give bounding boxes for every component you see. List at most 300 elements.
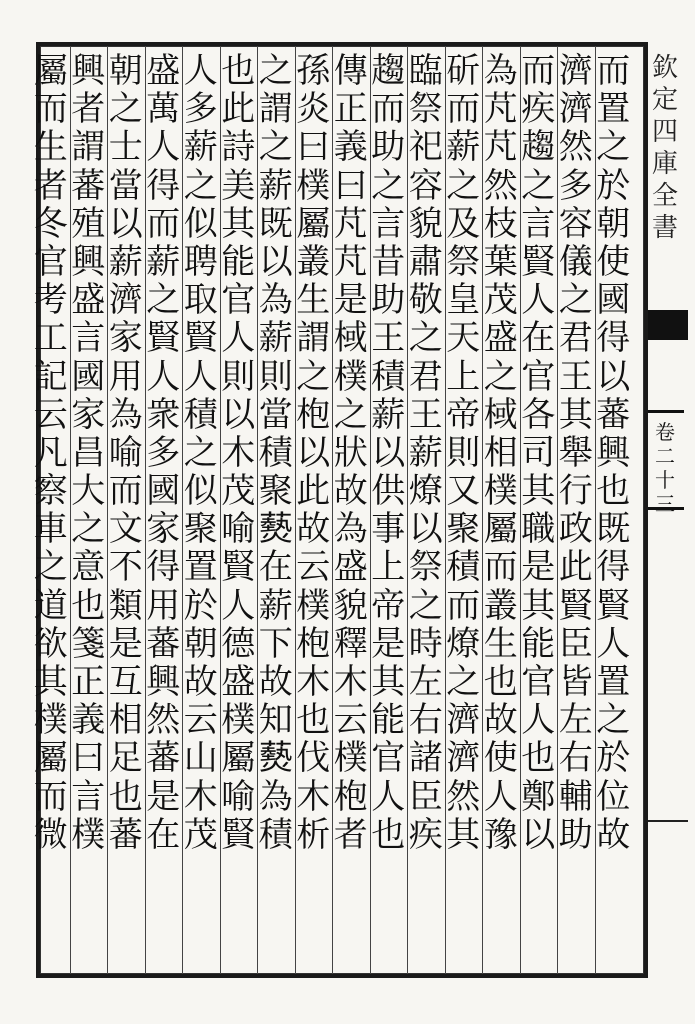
text-char: 叢: [296, 241, 331, 282]
text-char: 蕃: [71, 165, 106, 206]
text-char: 茂: [483, 280, 518, 321]
text-char: 助: [371, 280, 406, 321]
text-char: 疾: [408, 814, 443, 855]
text-char: 於: [596, 738, 631, 779]
text-char: 皆: [558, 662, 593, 702]
text-char: 下: [258, 623, 293, 664]
text-char: 多: [183, 89, 218, 130]
text-char: 芃: [483, 127, 518, 168]
text-char: 諸: [408, 738, 443, 779]
text-char: 凡: [33, 432, 68, 473]
text-char: 也: [371, 814, 406, 855]
text-char: 芃: [333, 241, 368, 282]
text-char: 昌: [71, 432, 106, 473]
text-char: 家: [108, 318, 143, 359]
text-char: 賢: [221, 814, 256, 855]
text-char: 然: [146, 700, 181, 741]
text-column-4: [482, 52, 520, 966]
text-char: 濟: [108, 280, 143, 321]
text-char: 其: [521, 471, 556, 512]
text-char: 故: [258, 662, 293, 702]
text-char: 是: [333, 280, 368, 321]
text-char: 枹: [296, 623, 331, 664]
text-char: 其: [221, 203, 256, 244]
text-char: 人: [183, 356, 218, 397]
text-char: 曰: [296, 127, 331, 168]
text-char: 言: [521, 203, 556, 244]
text-char: 萬: [146, 89, 181, 130]
text-char: 也: [221, 51, 256, 91]
text-char: 於: [183, 585, 218, 626]
text-char: 能: [221, 241, 256, 282]
title-char: 定: [651, 85, 678, 115]
text-char: 之: [333, 394, 368, 435]
text-char: 聚: [446, 509, 481, 550]
text-char: 薪: [446, 127, 481, 168]
text-char: 正: [333, 89, 368, 130]
text-char: 蕃: [596, 394, 631, 435]
text-char: 樸: [483, 471, 518, 512]
text-char: 貌: [408, 203, 443, 244]
text-char: 左: [558, 700, 593, 741]
text-char: 美: [221, 165, 256, 206]
volume-label: [652, 420, 678, 516]
text-char: 之: [371, 165, 406, 206]
text-char: 不: [108, 547, 143, 588]
text-char: 則: [221, 356, 256, 397]
text-char: 既: [596, 509, 631, 550]
text-char: 朝: [108, 51, 143, 91]
column-rule: [145, 46, 146, 974]
column-rule: [482, 46, 483, 974]
text-char: 臣: [558, 623, 593, 664]
text-char: 賢: [596, 585, 631, 626]
text-char: 聚: [258, 471, 293, 512]
text-char: 積: [258, 432, 293, 473]
text-char: 之: [408, 585, 443, 626]
text-char: 類: [108, 585, 143, 626]
column-rule: [595, 46, 596, 974]
text-char: 趨: [521, 127, 556, 168]
text-char: 釋: [333, 623, 368, 664]
text-char: 之: [183, 165, 218, 206]
text-char: 木: [333, 662, 368, 702]
text-char: 𤑔: [258, 738, 293, 779]
text-char: 以: [108, 203, 143, 244]
text-char: 人: [183, 51, 218, 91]
text-char: 興: [146, 662, 181, 702]
text-char: 則: [446, 432, 481, 473]
text-char: 謂: [71, 127, 106, 168]
text-char: 各: [521, 394, 556, 435]
text-char: 薪: [408, 432, 443, 473]
text-char: 官: [521, 356, 556, 397]
column-rule: [407, 46, 408, 974]
text-char: 用: [108, 356, 143, 397]
text-char: 家: [146, 509, 181, 550]
text-char: 樸: [333, 356, 368, 397]
text-char: 家: [71, 394, 106, 435]
column-rule: [257, 46, 258, 974]
text-char: 屬: [483, 509, 518, 550]
text-char: 工: [33, 318, 68, 359]
text-char: 木: [221, 432, 256, 473]
column-rule: [70, 46, 71, 974]
text-char: 其: [521, 585, 556, 626]
text-char: 然: [558, 127, 593, 168]
text-char: 天: [446, 318, 481, 359]
text-char: 為: [333, 509, 368, 550]
text-char: 而: [446, 585, 481, 626]
column-rule: [445, 46, 446, 974]
text-char: 衆: [146, 394, 181, 435]
text-char: 助: [558, 814, 593, 855]
text-char: 朝: [596, 203, 631, 244]
column-rule: [220, 46, 221, 974]
text-char: 薪: [146, 241, 181, 282]
text-char: 以: [521, 814, 556, 855]
text-char: 儀: [558, 241, 593, 282]
text-char: 時: [408, 623, 443, 664]
text-char: 積: [371, 356, 406, 397]
text-char: 盛: [483, 318, 518, 359]
text-column-7: [370, 52, 408, 966]
text-char: 薪: [108, 241, 143, 282]
text-char: 賢: [558, 585, 593, 626]
text-char: 然: [446, 776, 481, 817]
text-char: 也: [71, 585, 106, 626]
text-char: 車: [33, 509, 68, 550]
text-char: 疾: [521, 89, 556, 130]
text-char: 言: [71, 318, 106, 359]
text-char: 而: [483, 547, 518, 588]
text-char: 上: [371, 547, 406, 588]
text-char: 蕃: [146, 623, 181, 664]
text-char: 使: [483, 738, 518, 779]
text-char: 得: [596, 547, 631, 588]
text-char: 於: [596, 165, 631, 206]
text-char: 是: [371, 623, 406, 664]
text-char: 也: [521, 738, 556, 779]
text-char: 人: [521, 700, 556, 741]
text-char: 而: [596, 51, 631, 91]
text-char: 積: [183, 394, 218, 435]
text-char: 積: [446, 547, 481, 588]
text-char: 貌: [333, 585, 368, 626]
text-char: 此: [221, 89, 256, 130]
text-char: 樸: [221, 700, 256, 741]
text-char: 多: [146, 432, 181, 473]
text-char: 言: [71, 776, 106, 817]
text-char: 盛: [146, 51, 181, 91]
text-column-16: [32, 52, 70, 966]
text-char: 賢: [521, 241, 556, 282]
text-char: 似: [183, 471, 218, 512]
text-char: 賢: [221, 547, 256, 588]
text-char: 知: [258, 700, 293, 741]
text-char: 之: [108, 89, 143, 130]
text-char: 之: [71, 509, 106, 550]
text-char: 輔: [558, 776, 593, 817]
text-char: 得: [146, 165, 181, 206]
text-char: 司: [521, 432, 556, 473]
text-char: 濟: [446, 738, 481, 779]
text-char: 人: [596, 623, 631, 664]
text-column-14: [107, 52, 145, 966]
text-char: 者: [33, 165, 68, 206]
text-char: 祭: [446, 241, 481, 282]
text-char: 在: [521, 318, 556, 359]
text-char: 濟: [558, 51, 593, 91]
text-char: 以: [296, 432, 331, 473]
text-char: 屬: [33, 51, 68, 91]
text-char: 國: [146, 471, 181, 512]
text-char: 也: [483, 662, 518, 702]
text-char: 是: [521, 547, 556, 588]
text-char: 故: [483, 700, 518, 741]
text-char: 容: [558, 203, 593, 244]
text-char: 是: [146, 776, 181, 817]
text-char: 右: [408, 700, 443, 741]
text-char: 而: [521, 51, 556, 91]
title-char: 書: [651, 213, 678, 243]
text-char: 故: [296, 509, 331, 550]
text-char: 棫: [483, 394, 518, 435]
column-rule: [332, 46, 333, 974]
text-char: 為: [483, 51, 518, 91]
text-column-11: [220, 52, 258, 966]
text-char: 也: [596, 471, 631, 512]
text-char: 聘: [183, 241, 218, 282]
text-char: 屬: [221, 738, 256, 779]
text-char: 祀: [408, 127, 443, 168]
text-char: 伐: [296, 738, 331, 779]
text-char: 德: [221, 623, 256, 664]
text-char: 能: [371, 700, 406, 741]
text-char: 人: [371, 776, 406, 817]
text-char: 其: [558, 394, 593, 435]
text-char: 𤑔: [258, 509, 293, 550]
text-char: 云: [296, 547, 331, 588]
text-char: 帝: [371, 585, 406, 626]
text-char: 叢: [483, 585, 518, 626]
text-char: 正: [71, 662, 106, 702]
text-char: 之: [483, 356, 518, 397]
margin-tick: [648, 820, 688, 822]
text-char: 能: [521, 623, 556, 664]
title-char: 庫: [651, 149, 678, 179]
text-char: 位: [596, 776, 631, 817]
text-char: 之: [521, 165, 556, 206]
text-char: 之: [446, 165, 481, 206]
text-char: 屬: [296, 203, 331, 244]
text-char: 王: [558, 356, 593, 397]
volume-char: 卷: [655, 420, 675, 444]
text-char: 之: [33, 547, 68, 588]
text-char: 芃: [333, 203, 368, 244]
text-char: 祭: [408, 89, 443, 130]
text-char: 人: [146, 356, 181, 397]
text-char: 云: [183, 700, 218, 741]
text-char: 帝: [446, 394, 481, 435]
text-char: 當: [108, 165, 143, 206]
text-char: 得: [596, 318, 631, 359]
text-char: 人: [483, 776, 518, 817]
text-char: 官: [221, 280, 256, 321]
text-char: 豫: [483, 814, 518, 855]
text-char: 濟: [446, 700, 481, 741]
text-char: 在: [146, 814, 181, 855]
text-char: 燎: [408, 471, 443, 512]
text-char: 燎: [446, 623, 481, 664]
text-char: 當: [258, 394, 293, 435]
text-char: 故: [596, 814, 631, 855]
text-char: 興: [71, 51, 106, 91]
volume-char: 十: [655, 468, 675, 492]
text-char: 積: [258, 814, 293, 855]
text-char: 枹: [333, 776, 368, 817]
text-char: 記: [33, 356, 68, 397]
text-char: 祭: [408, 547, 443, 588]
text-char: 臨: [408, 51, 443, 91]
text-char: 欲: [33, 623, 68, 664]
text-char: 而: [33, 776, 68, 817]
text-char: 為: [258, 776, 293, 817]
text-char: 國: [596, 280, 631, 321]
text-char: 炎: [296, 89, 331, 130]
text-char: 賢: [183, 318, 218, 359]
text-char: 云: [333, 700, 368, 741]
text-char: 相: [483, 432, 518, 473]
text-char: 官: [33, 241, 68, 282]
text-char: 為: [258, 280, 293, 321]
text-char: 政: [558, 509, 593, 550]
text-char: 曰: [333, 165, 368, 206]
text-char: 既: [258, 203, 293, 244]
text-char: 生: [483, 623, 518, 664]
title-char: 欽: [651, 53, 678, 83]
text-char: 樸: [296, 585, 331, 626]
text-char: 此: [558, 547, 593, 588]
text-char: 聚: [183, 509, 218, 550]
text-char: 孫: [296, 51, 331, 91]
text-column-6: [407, 52, 445, 966]
text-char: 而: [146, 203, 181, 244]
text-char: 木: [296, 662, 331, 702]
text-char: 樸: [71, 814, 106, 855]
text-char: 木: [296, 776, 331, 817]
text-char: 使: [596, 241, 631, 282]
text-char: 析: [296, 814, 331, 855]
text-char: 是: [108, 623, 143, 664]
text-char: 足: [108, 738, 143, 779]
text-char: 言: [371, 203, 406, 244]
text-char: 之: [296, 356, 331, 397]
text-char: 而: [371, 89, 406, 130]
text-char: 肅: [408, 241, 443, 282]
text-char: 葉: [483, 241, 518, 282]
text-column-10: [257, 52, 295, 966]
text-char: 之: [258, 51, 293, 91]
text-column-1: [595, 52, 633, 966]
text-char: 多: [558, 165, 593, 206]
text-char: 人: [221, 585, 256, 626]
text-char: 枝: [483, 203, 518, 244]
text-column-8: [332, 52, 370, 966]
column-rule: [520, 46, 521, 974]
text-char: 之: [183, 432, 218, 473]
text-char: 此: [296, 471, 331, 512]
text-char: 事: [371, 509, 406, 550]
text-char: 木: [183, 776, 218, 817]
text-char: 其: [446, 814, 481, 855]
text-char: 薪: [183, 127, 218, 168]
text-char: 職: [521, 509, 556, 550]
text-char: 舉: [558, 432, 593, 473]
text-char: 斫: [446, 51, 481, 91]
text-char: 芃: [483, 89, 518, 130]
text-char: 士: [108, 127, 143, 168]
text-char: 盛: [333, 547, 368, 588]
text-char: 相: [108, 700, 143, 741]
text-char: 故: [183, 662, 218, 702]
column-rule: [107, 46, 108, 974]
text-char: 置: [596, 89, 631, 130]
text-column-2: [557, 52, 595, 966]
text-char: 在: [258, 547, 293, 588]
text-char: 取: [183, 280, 218, 321]
title-char: 四: [651, 117, 678, 147]
column-rule: [182, 46, 183, 974]
text-char: 詩: [221, 127, 256, 168]
text-char: 似: [183, 203, 218, 244]
text-char: 曰: [71, 738, 106, 779]
text-char: 昔: [371, 241, 406, 282]
text-char: 以: [596, 356, 631, 397]
text-char: 薪: [258, 165, 293, 206]
text-char: 箋: [71, 623, 106, 664]
text-char: 盛: [71, 280, 106, 321]
text-column-5: [445, 52, 483, 966]
text-char: 而: [33, 89, 68, 130]
text-char: 互: [108, 662, 143, 702]
text-column-9: [295, 52, 333, 966]
text-char: 蕃: [146, 738, 181, 779]
text-char: 謂: [258, 89, 293, 130]
text-char: 敬: [408, 280, 443, 321]
text-char: 興: [71, 241, 106, 282]
text-char: 供: [371, 471, 406, 512]
text-char: 察: [33, 471, 68, 512]
text-char: 狀: [333, 432, 368, 473]
text-char: 棫: [333, 318, 368, 359]
title-char: 全: [651, 181, 678, 211]
text-char: 以: [221, 394, 256, 435]
text-char: 君: [408, 356, 443, 397]
book-title: [650, 52, 680, 244]
text-char: 生: [296, 280, 331, 321]
text-char: 蕃: [108, 814, 143, 855]
text-char: 云: [33, 394, 68, 435]
text-char: 樸: [333, 738, 368, 779]
text-char: 樸: [296, 165, 331, 206]
text-char: 喻: [108, 432, 143, 473]
text-char: 茂: [183, 814, 218, 855]
volume-char: 三: [655, 492, 675, 516]
text-char: 故: [333, 471, 368, 512]
text-char: 興: [596, 432, 631, 473]
text-char: 而: [108, 471, 143, 512]
